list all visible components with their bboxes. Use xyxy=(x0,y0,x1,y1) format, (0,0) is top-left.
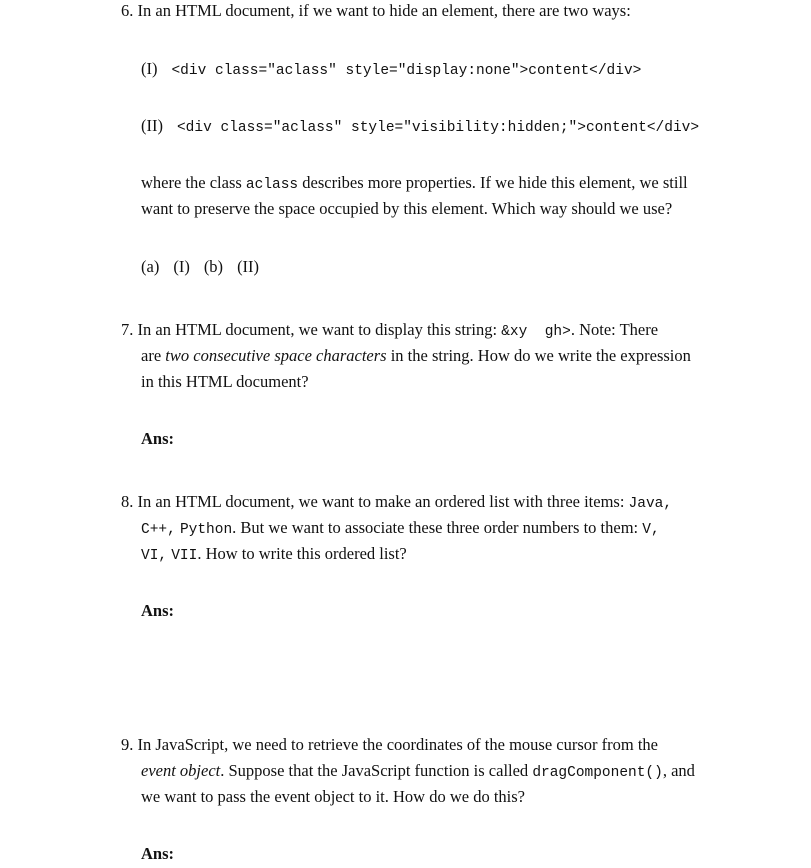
question-9-answer-label: Ans: xyxy=(141,844,175,863)
option-b-text: (II) xyxy=(237,257,260,276)
question-7-line-1: 7. In an HTML document, we want to display this string: &xy gh>. Note: There xyxy=(121,320,659,340)
question-7-line-3: in this HTML document? xyxy=(141,372,309,391)
question-8-number: 8. xyxy=(121,492,134,511)
way-1-label: (I) xyxy=(141,59,158,78)
way-2-label: (II) xyxy=(141,116,163,135)
emphasis-two-spaces: two consecutive space characters xyxy=(165,346,387,365)
option-b-label: (b) xyxy=(203,257,224,276)
aclass-code: aclass xyxy=(245,177,299,193)
question-7-answer-label: Ans: xyxy=(141,429,175,448)
emphasis-event-object: event object xyxy=(141,761,221,780)
option-a-label: (a) xyxy=(141,257,160,276)
code-java: Java, xyxy=(628,496,673,512)
way-1-code: <div class="aclass" style="display:none">content</div> xyxy=(171,63,642,79)
option-a-text: (I) xyxy=(173,257,190,276)
code-python: Python xyxy=(179,522,233,538)
question-7-line-2: are two consecutive space characters in the string. How do we write the expression xyxy=(141,346,691,365)
question-6-body-line-2: want to preserve the space occupied by this element. Which way should we use? xyxy=(141,199,673,218)
question-6-number: 6. xyxy=(121,1,134,20)
question-9-number: 9. xyxy=(121,735,134,754)
question-6-options xyxy=(141,257,259,277)
question-6-way-2 xyxy=(141,116,699,138)
question-8-line-3: VI, VII. How to write this ordered list? xyxy=(141,544,407,564)
question-6-body-line-1: where the class aclass describes more properties. If we hide this element, we still xyxy=(141,173,688,193)
question-8-line-2: C++, Python. But we want to associate these three order numbers to them: V, xyxy=(141,518,660,538)
way-2-code: <div class="aclass" style="visibility:hidden;">content</div> xyxy=(176,120,700,136)
question-9-line-3: we want to pass the event object to it. How do we do this? xyxy=(141,787,526,806)
question-9-line-1: 9. In JavaScript, we need to retrieve the coordinates of the mouse cursor from the xyxy=(121,735,658,754)
code-v: V, xyxy=(642,522,660,538)
question-7-number: 7. xyxy=(121,320,134,339)
code-vii: VII xyxy=(171,548,198,564)
code-drag-component: dragComponent() xyxy=(532,765,663,781)
question-8-answer-label: Ans: xyxy=(141,601,175,620)
display-string-code: &xy gh> xyxy=(501,324,571,340)
question-6-way-1 xyxy=(141,59,641,81)
code-cpp: C++, xyxy=(141,522,176,538)
code-vi: VI, xyxy=(141,548,168,564)
question-8-line-1: 8. In an HTML document, we want to make an ordered list with three items: Java, xyxy=(121,492,673,512)
question-6-stem: 6. In an HTML document, if we want to hide an element, there are two ways: xyxy=(121,1,631,20)
question-9-line-2: event object. Suppose that the JavaScript function is called dragComponent(), and xyxy=(141,761,695,781)
